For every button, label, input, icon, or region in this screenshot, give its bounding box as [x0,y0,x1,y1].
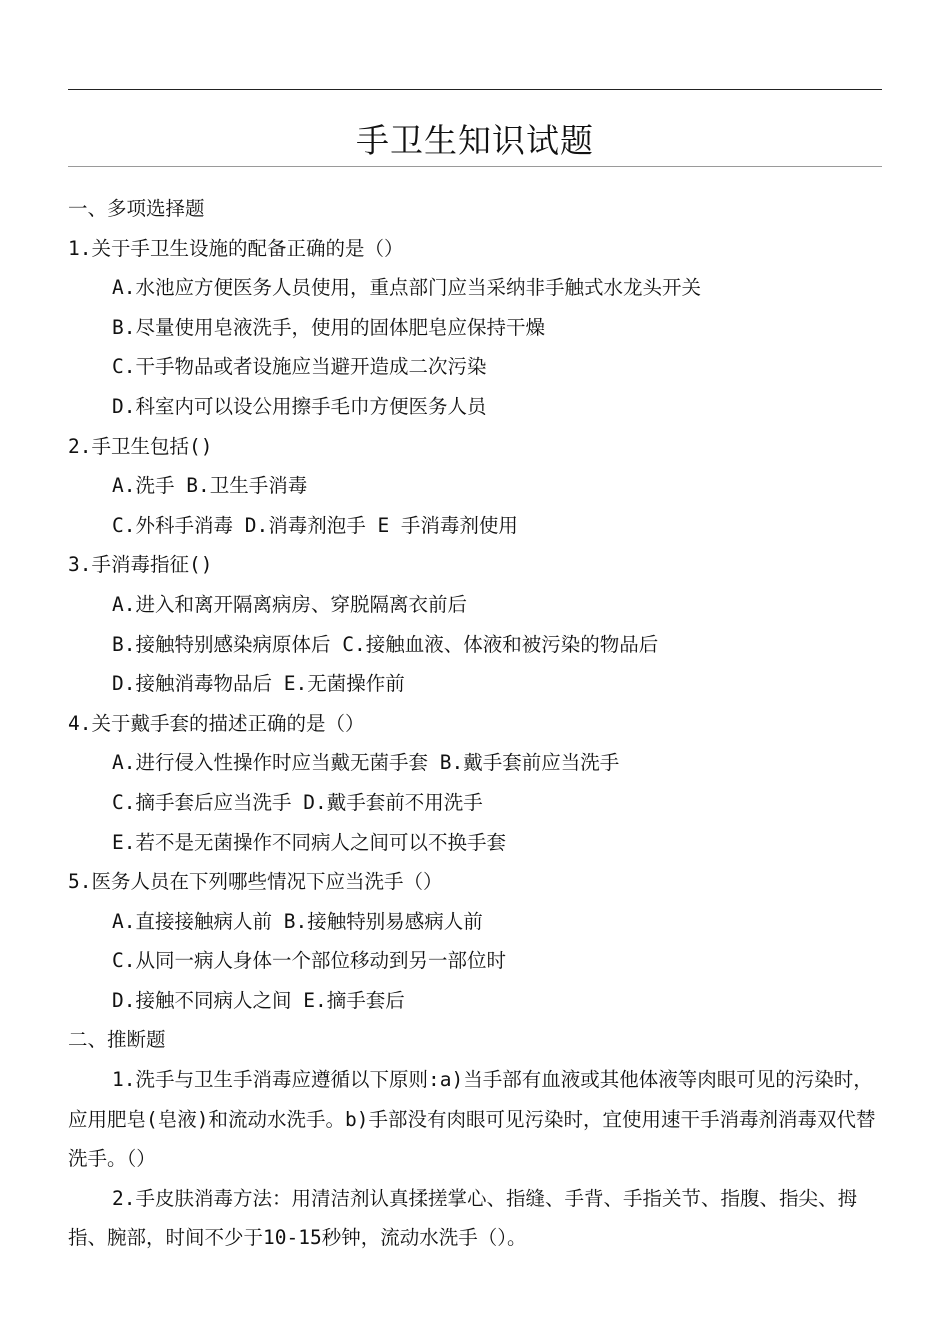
question-option: E.若不是无菌操作不同病人之间可以不换手套 [112,830,506,854]
section-heading-multiple-choice: 一、多项选择题 [68,197,205,220]
question-5 [68,862,882,1020]
question-option: A.直接接触病人前 B.接触特别易感病人前 [112,909,483,933]
question-option: C.外科手消毒 D.消毒剂泡手 E 手消毒剂使用 [112,513,518,537]
question-option: C.摘手套后应当洗手 D.戴手套前不用洗手 [112,790,483,814]
question-option: A.水池应方便医务人员使用，重点部门应当采纳非手触式水龙头开关 [112,276,701,300]
question-stem: 2.手卫生包括() [68,434,213,458]
document-body [68,189,882,1258]
question-stem: 3.手消毒指征() [68,553,213,577]
question-4 [68,704,882,862]
top-rule [68,89,882,90]
question-option: D.接触消毒物品后 E.无菌操作前 [112,672,405,696]
question-option: A.进行侵入性操作时应当戴无菌手套 B.戴手套前应当洗手 [112,751,620,775]
title-underline [68,166,882,167]
question-option: D.接触不同病人之间 E.摘手套后 [112,988,405,1012]
section-heading-true-false: 二、推断题 [68,1028,166,1052]
question-option: A.洗手 B.卫生手消毒 [112,474,308,498]
question-stem: 5.医务人员在下列哪些情况下应当洗手（） [68,870,443,894]
question-option: A.进入和离开隔离病房、穿脱隔离衣前后 [112,592,467,616]
question-option: C.从同一病人身体一个部位移动到另一部位时 [112,949,506,973]
judgment-item-1: 1.洗手与卫生手消毒应遵循以下原则:a)当手部有血液或其他体液等肉眼可见的污染时，应用肥皂(皂液)和流动水洗手。b)手部没有肉眼可见污染时，宜使用速干手消毒剂消毒双代替洗手。（） [68,1068,876,1171]
question-stem: 4.关于戴手套的描述正确的是（） [68,711,365,735]
question-2 [68,427,882,546]
question-option: B.尽量使用皂液洗手，使用的固体肥皂应保持干燥 [112,315,545,339]
question-1 [68,229,882,427]
question-stem: 1.关于手卫生设施的配备正确的是（） [68,236,404,260]
question-option: B.接触特别感染病原体后 C.接触血液、体液和被污染的物品后 [112,632,659,656]
page-title: 手卫生知识试题 [356,121,594,160]
judgment-item-2: 2.手皮肤消毒方法：用清洁剂认真揉搓掌心、指缝、手背、手指关节、指腹、指尖、拇指、腕部，时间不少于10-15秒钟，流动水洗手（）。 [68,1186,857,1250]
question-option: C.干手物品或者设施应当避开造成二次污染 [112,355,487,379]
question-option: D.科室内可以设公用擦手毛巾方便医务人员 [112,394,487,418]
question-3 [68,545,882,703]
